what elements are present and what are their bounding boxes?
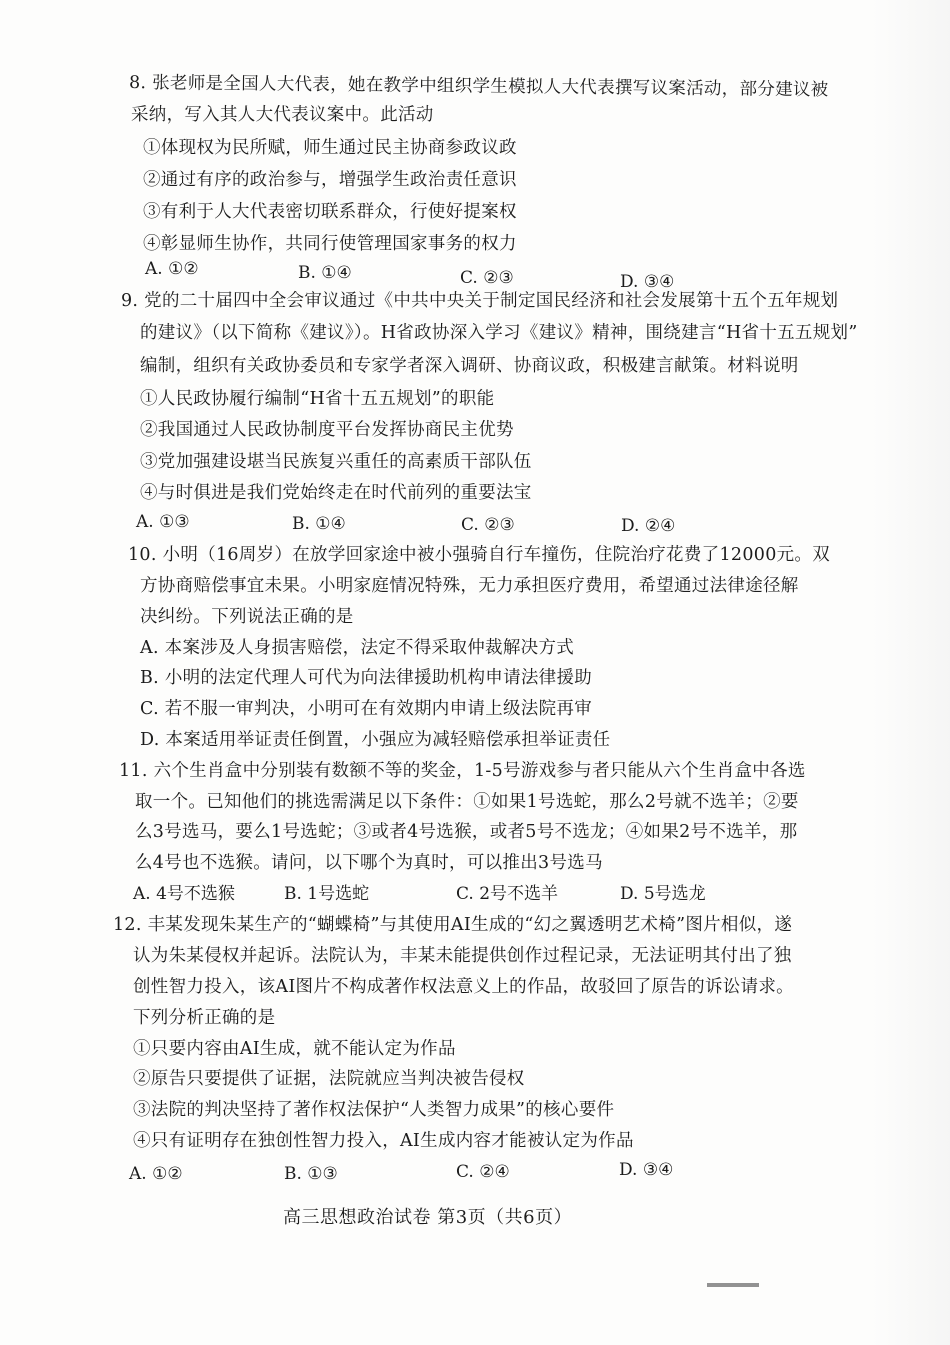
option-c: C. ②③ (461, 515, 515, 535)
option-c: C. 若不服一审判决，小明可在有效期内申请上级法院再审 (140, 699, 592, 719)
question-stem-line: 认为朱某侵权并起诉。法院认为，丰某未能提供创作过程记录，无法证明其付出了独 (133, 946, 792, 966)
option-d: D. ③④ (619, 1160, 674, 1180)
statement-4: ④与时俱进是我们党始终走在时代前列的重要法宝 (140, 483, 532, 503)
statement-2: ②我国通过人民政协制度平台发挥协商民主优势 (140, 420, 514, 440)
question-stem-line: 创性智力投入，该AI图片不构成著作权法意义上的作品，故驳回了原告的诉讼请求。 (133, 977, 794, 997)
option-b: B. ①④ (298, 263, 352, 283)
option-c: C. ②④ (456, 1162, 510, 1182)
statement-2: ②原告只要提供了证据，法院就应当判决被告侵权 (133, 1069, 525, 1089)
question-stem-line: 8. 张老师是全国人大代表，她在教学中组织学生模拟人大代表撰写议案活动，部分建议被 (128, 73, 829, 101)
scan-mark (707, 1283, 759, 1287)
question-stem-line: 么3号选马，要么1号选蛇；③或者4号选猴，或者5号不选龙；④如果2号不选羊，那 (135, 822, 798, 842)
question-stem-line: 10. 小明（16周岁）在放学回家途中被小强骑自行车撞伤，住院治疗花费了12000元。双 (128, 545, 831, 565)
question-stem-line: 么4号也不选猴。请问，以下哪个为真时，可以推出3号选马 (135, 853, 603, 873)
option-b: B. 小明的法定代理人可代为向法律援助机构申请法律援助 (140, 668, 593, 688)
question-stem-line: 编制，组织有关政协委员和专家学者深入调研、协商议政，积极建言献策。材料说明 (140, 356, 799, 376)
option-b: B. ①③ (284, 1164, 338, 1184)
question-stem-line: 的建议》（以下简称《建议》）。H省政协深入学习《建议》精神，围绕建言“H省十五五规划” (140, 323, 858, 343)
question-stem-line: 12. 丰某发现朱某生产的“蝴蝶椅”与其使用AI生成的“幻之翼透明艺术椅”图片相似，遂 (113, 915, 793, 935)
question-stem-line: 决纠纷。下列说法正确的是 (140, 607, 354, 627)
option-a: A. ①② (129, 1164, 183, 1184)
statement-4: ④只有证明存在独创性智力投入，AI生成内容才能被认定为作品 (133, 1131, 634, 1151)
option-a: A. 本案涉及人身损害赔偿，法定不得采取仲裁解决方式 (140, 638, 575, 658)
statement-3: ③法院的判决坚持了著作权法保护“人类智力成果”的核心要件 (133, 1100, 615, 1120)
option-b: B. 1号选蛇 (284, 884, 370, 904)
statement-3: ③有利于人大代表密切联系群众，行使好提案权 (143, 202, 517, 222)
option-d: D. 本案适用举证责任倒置，小强应为减轻赔偿承担举证责任 (140, 730, 611, 750)
option-a: A. ①③ (136, 512, 190, 532)
page-edge-shadow (872, 0, 950, 1345)
statement-1: ①只要内容由AI生成，就不能认定为作品 (133, 1039, 456, 1059)
option-c: C. ②③ (460, 268, 514, 288)
question-stem-line: 方协商赔偿事宜未果。小明家庭情况特殊，无力承担医疗费用，希望通过法律途径解 (140, 576, 799, 596)
question-stem-line: 下列分析正确的是 (133, 1008, 276, 1028)
page-footer: 高三思想政治试卷 第3页（共6页） (283, 1207, 573, 1228)
option-a: A. 4号不选猴 (133, 884, 235, 904)
option-d: D. ③④ (620, 272, 675, 292)
option-b: B. ①④ (292, 514, 346, 534)
option-a: A. ①② (145, 259, 199, 279)
question-stem-line: 9. 党的二十届四中全会审议通过《中共中央关于制定国民经济和社会发展第十五个五年规划 (121, 291, 839, 311)
statement-3: ③党加强建设堪当民族复兴重任的高素质干部队伍 (140, 452, 532, 472)
statement-4: ④彰显师生协作，共同行使管理国家事务的权力 (143, 234, 517, 254)
option-c: C. 2号不选羊 (456, 884, 559, 904)
option-d: D. ②④ (621, 516, 676, 536)
question-stem-line: 采纳，写入其人大代表议案中。此活动 (131, 105, 434, 125)
option-d: D. 5号选龙 (620, 884, 706, 904)
question-stem-line: 11. 六个生肖盒中分别装有数额不等的奖金，1-5号游戏参与者只能从六个生肖盒中各选 (119, 761, 806, 781)
statement-1: ①体现权为民所赋，师生通过民主协商参政议政 (143, 138, 517, 158)
statement-2: ②通过有序的政治参与，增强学生政治责任意识 (143, 170, 517, 190)
statement-1: ①人民政协履行编制“H省十五五规划”的职能 (140, 389, 495, 409)
question-stem-line: 取一个。已知他们的挑选需满足以下条件：①如果1号选蛇，那么2号就不选羊；②要 (135, 792, 799, 812)
